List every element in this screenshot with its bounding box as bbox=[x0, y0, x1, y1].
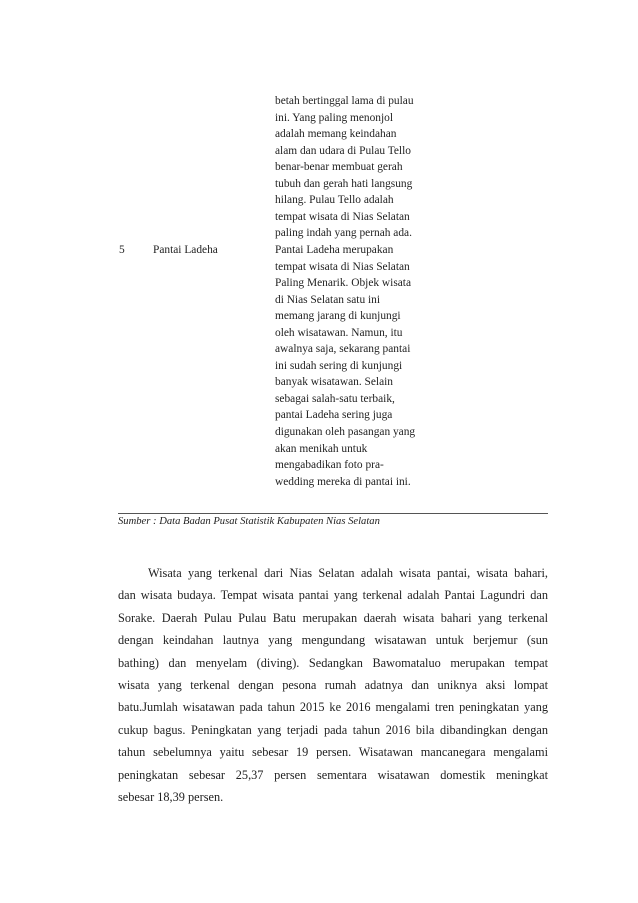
table-text-line: wedding mereka di pantai ini. bbox=[275, 475, 411, 488]
table-text-line: alam dan udara di Pulau Tello bbox=[275, 144, 411, 157]
table-text-line: memang jarang di kunjungi bbox=[275, 310, 401, 323]
table-text-line: benar-benar membuat gerah bbox=[275, 161, 403, 174]
paragraph-line: cukup bagus. Peningkatan yang terjadi pada tahun 2016 bila dibandingkan dengan bbox=[118, 722, 548, 737]
table-text-line: digunakan oleh pasangan yang bbox=[275, 426, 416, 439]
table-text-line: di Nias Selatan satu ini bbox=[275, 293, 381, 306]
paragraph-line: Sorake. Daerah Pulau Pulau Batu merupakan daerah wisata bahari yang terkenal bbox=[118, 610, 548, 625]
table-text-line: oleh wisatawan. Namun, itu bbox=[275, 326, 403, 339]
table-text-line: awalnya saja, sekarang pantai bbox=[275, 343, 411, 356]
table-text-line: paling indah yang pernah ada. bbox=[275, 227, 412, 240]
paragraph-line: batu.Jumlah wisatawan pada tahun 2015 ke 2016 mengalami tren peningkatan yang bbox=[118, 700, 548, 715]
table-text-line: tubuh dan gerah hati langsung bbox=[275, 177, 413, 190]
table-text-line: ini. Yang paling menonjol bbox=[275, 111, 394, 124]
table-text-line: tempat wisata di Nias Selatan bbox=[275, 260, 410, 273]
paragraph-line: tahun sebelumnya yaitu sebesar 19 persen. Wisatawan mancanegara mengalami bbox=[118, 745, 548, 760]
table-text-line: Paling Menarik. Objek wisata bbox=[275, 277, 412, 290]
table-continuation-description bbox=[275, 93, 445, 242]
table-source-note: Sumber : Data Badan Pusat Statistik Kabupaten Nias Selatan bbox=[118, 516, 380, 527]
paragraph-line: Wisata yang terkenal dari Nias Selatan adalah wisata pantai, wisata bahari, bbox=[148, 566, 548, 580]
table-text-line: tempat wisata di Nias Selatan bbox=[275, 210, 410, 223]
paragraph-line: sebesar 18,39 persen. bbox=[118, 790, 224, 805]
paragraph-line: peningkatan sebesar 25,37 persen sementara wisatawan domestik meningkat bbox=[118, 767, 548, 782]
table-text-line: akan menikah untuk bbox=[275, 442, 368, 455]
paragraph-line: dan wisata budaya. Tempat wisata pantai yang terkenal adalah Pantai Lagundri dan bbox=[118, 588, 548, 603]
paragraph-line: wisata yang terkenal dengan pesona rumah adatnya dan uniknya aksi lompat bbox=[118, 678, 548, 693]
table-text-line: mengabadikan foto pra- bbox=[275, 459, 384, 472]
place-name: Pantai Ladeha bbox=[153, 244, 218, 256]
table-text-line: sebagai salah-satu terbaik, bbox=[275, 392, 395, 405]
table-text-line: hilang. Pulau Tello adalah bbox=[275, 194, 394, 207]
place-description bbox=[275, 242, 445, 490]
paragraph-line: bathing) dan menyelam (diving). Sedangkan Bawomataluo merupakan tempat bbox=[118, 655, 548, 670]
body-paragraph bbox=[118, 562, 548, 808]
table-text-line: banyak wisatawan. Selain bbox=[275, 376, 393, 389]
row-number: 5 bbox=[119, 244, 125, 256]
table-text-line: pantai Ladeha sering juga bbox=[275, 409, 393, 422]
table-text-line: adalah memang keindahan bbox=[275, 128, 397, 141]
table-text-line: ini sudah sering di kunjungi bbox=[275, 359, 403, 372]
table-text-line: betah bertinggal lama di pulau bbox=[275, 95, 414, 107]
table-text-line: Pantai Ladeha merupakan bbox=[275, 244, 394, 256]
paragraph-line: dengan keindahan lautnya yang mengundang wisatawan untuk berjemur (sun bbox=[118, 633, 548, 648]
